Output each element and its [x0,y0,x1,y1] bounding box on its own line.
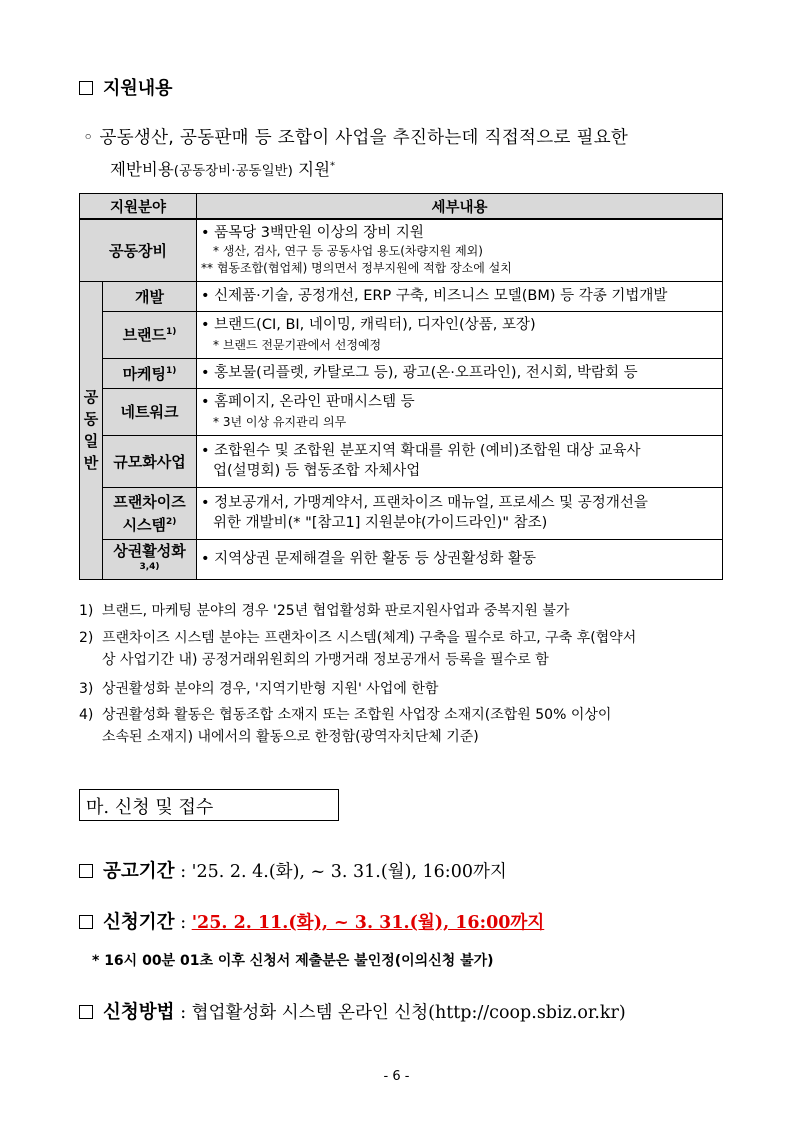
detail-cell: • 홍보물(리플렛, 카탈로그 등), 광고(온·오프라인), 전시회, 박람회 등 [197,358,723,388]
apply-value: '25. 2. 11.(화), ~ 3. 31.(월), 16:00까지 [191,913,545,933]
detail-note: * 생산, 검사, 연구 등 공동사업 용도(차량지원 제외) [213,244,483,259]
category-cell: 프랜차이즈 시스템$^{2)}$ [103,487,197,539]
page-number: - 6 - [383,1069,410,1084]
table-row-marketing [80,358,723,388]
section-title-box: 마. 신청 및 접수 [79,789,339,821]
support-heading-text: 지원내용 [103,78,173,99]
apply-colon: : [180,913,192,933]
table-row-brand [80,311,723,358]
method-label: 신청방법 [103,1002,175,1023]
detail-cell: • 브랜드(CI, BI, 네이밍, 캐릭터), 디자인(상품, 포장) * 브랜드 전문기관에서 선정예정 [197,311,723,358]
method-row [79,998,626,1024]
checkbox-square-icon [79,1005,93,1019]
intro-line-1: ◦ 공동생산, 공동판매 등 조합이 사업을 추진하는데 직접적으로 필요한 [83,128,629,148]
support-table [79,193,723,580]
intro-line-2 [110,156,335,180]
checkbox-square-icon [79,915,93,929]
header-field: 지원분야 [80,194,197,220]
category-cell: 마케팅$^{1)}$ [103,358,197,388]
category-cell: 규모화사업 [103,435,197,487]
category-cell: 상권활성화$^{3,4)}$ [103,539,197,579]
table-row-equipment [80,219,723,281]
checkbox-square-icon [79,864,93,878]
table-header-row [80,194,723,220]
intro-main: 제반비용 [110,160,174,179]
table-row-scale [80,435,723,487]
table-row-network [80,388,723,435]
footnote: 3) 상권활성화 분야의 경우, '지역기반형 지원' 사업에 한함 [79,681,439,697]
detail-note: ** 협동조합(협업체) 명의면서 정부지원에 적합 장소에 설치 [201,261,512,276]
table-row-dev [80,281,723,311]
deadline-warning: * 16시 00분 01초 이후 신청서 제출분은 불인정(이의신청 불가) [92,953,494,969]
footnote: 2) 프랜차이즈 시스템 분야는 프랜차이즈 시스템(체계) 구축을 필수로 하고, 구축 후(협약서 상 사업기간 내) 공정거래위원회의 가맹거래 정보공개서 등록을 필수로 함 [79,630,637,668]
detail-cell: • 신제품·기술, 공정개선, ERP 구축, 비즈니스 모델(BM) 등 각종 기법개발 [197,281,723,311]
support-heading [79,74,173,100]
footnote: 1) 브랜드, 마케팅 분야의 경우 '25년 협업활성화 판로지원사업과 중복지원 불가 [79,603,570,619]
apply-label: 신청기간 [103,912,175,933]
category-cell: 개발 [103,281,197,311]
detail-cell: • 조합원수 및 조합원 분포지역 확대를 위한 (예비)조합원 대상 교육사 업(설명회) 등 협동조합 자체사업 [197,435,723,487]
detail-line: • 품목당 3백만원 이상의 장비 지원 [201,225,424,242]
detail-equipment [197,219,723,281]
category-cell: 브랜드$^{1)}$ [103,311,197,358]
header-detail: 세부내용 [197,194,723,220]
category-cell: 네트워크 [103,388,197,435]
footnote: 4) 상권활성화 활동은 협동조합 소재지 또는 조합원 사업장 소재지(조합원 50% 이상이 소속된 소재지) 내에서의 활동으로 한정함(광역자치단체 기준) [79,707,612,745]
announce-row [79,857,507,883]
intro-sup: * [330,160,336,172]
detail-cell: • 정보공개서, 가맹계약서, 프랜차이즈 매뉴얼, 프로세스 및 공정개선을 위한 개발비(* "[참고1] 지원분야(가이드라인)" 참조) [197,487,723,539]
apply-row [79,908,544,934]
detail-cell: • 지역상권 문제해결을 위한 활동 등 상권활성화 활동 [197,539,723,579]
table-row-franchise [80,487,723,539]
checkbox-square-icon [79,81,93,95]
general-vertical-label: 공 동 일 반 [80,281,103,579]
intro-paren: (공동장비·공동일반) [173,163,293,179]
announce-value: : '25. 2. 4.(화), ~ 3. 31.(월), 16:00까지 [180,862,507,882]
detail-cell: • 홈페이지, 온라인 판매시스템 등 * 3년 이상 유지관리 의무 [197,388,723,435]
category-equipment: 공동장비 [80,219,197,281]
method-value: : 협업활성화 시스템 온라인 신청(http://coop.sbiz.or.kr) [180,1003,626,1023]
table-row-commercial [80,539,723,579]
intro-end: 지원 [292,160,331,179]
announce-label: 공고기간 [103,861,175,882]
